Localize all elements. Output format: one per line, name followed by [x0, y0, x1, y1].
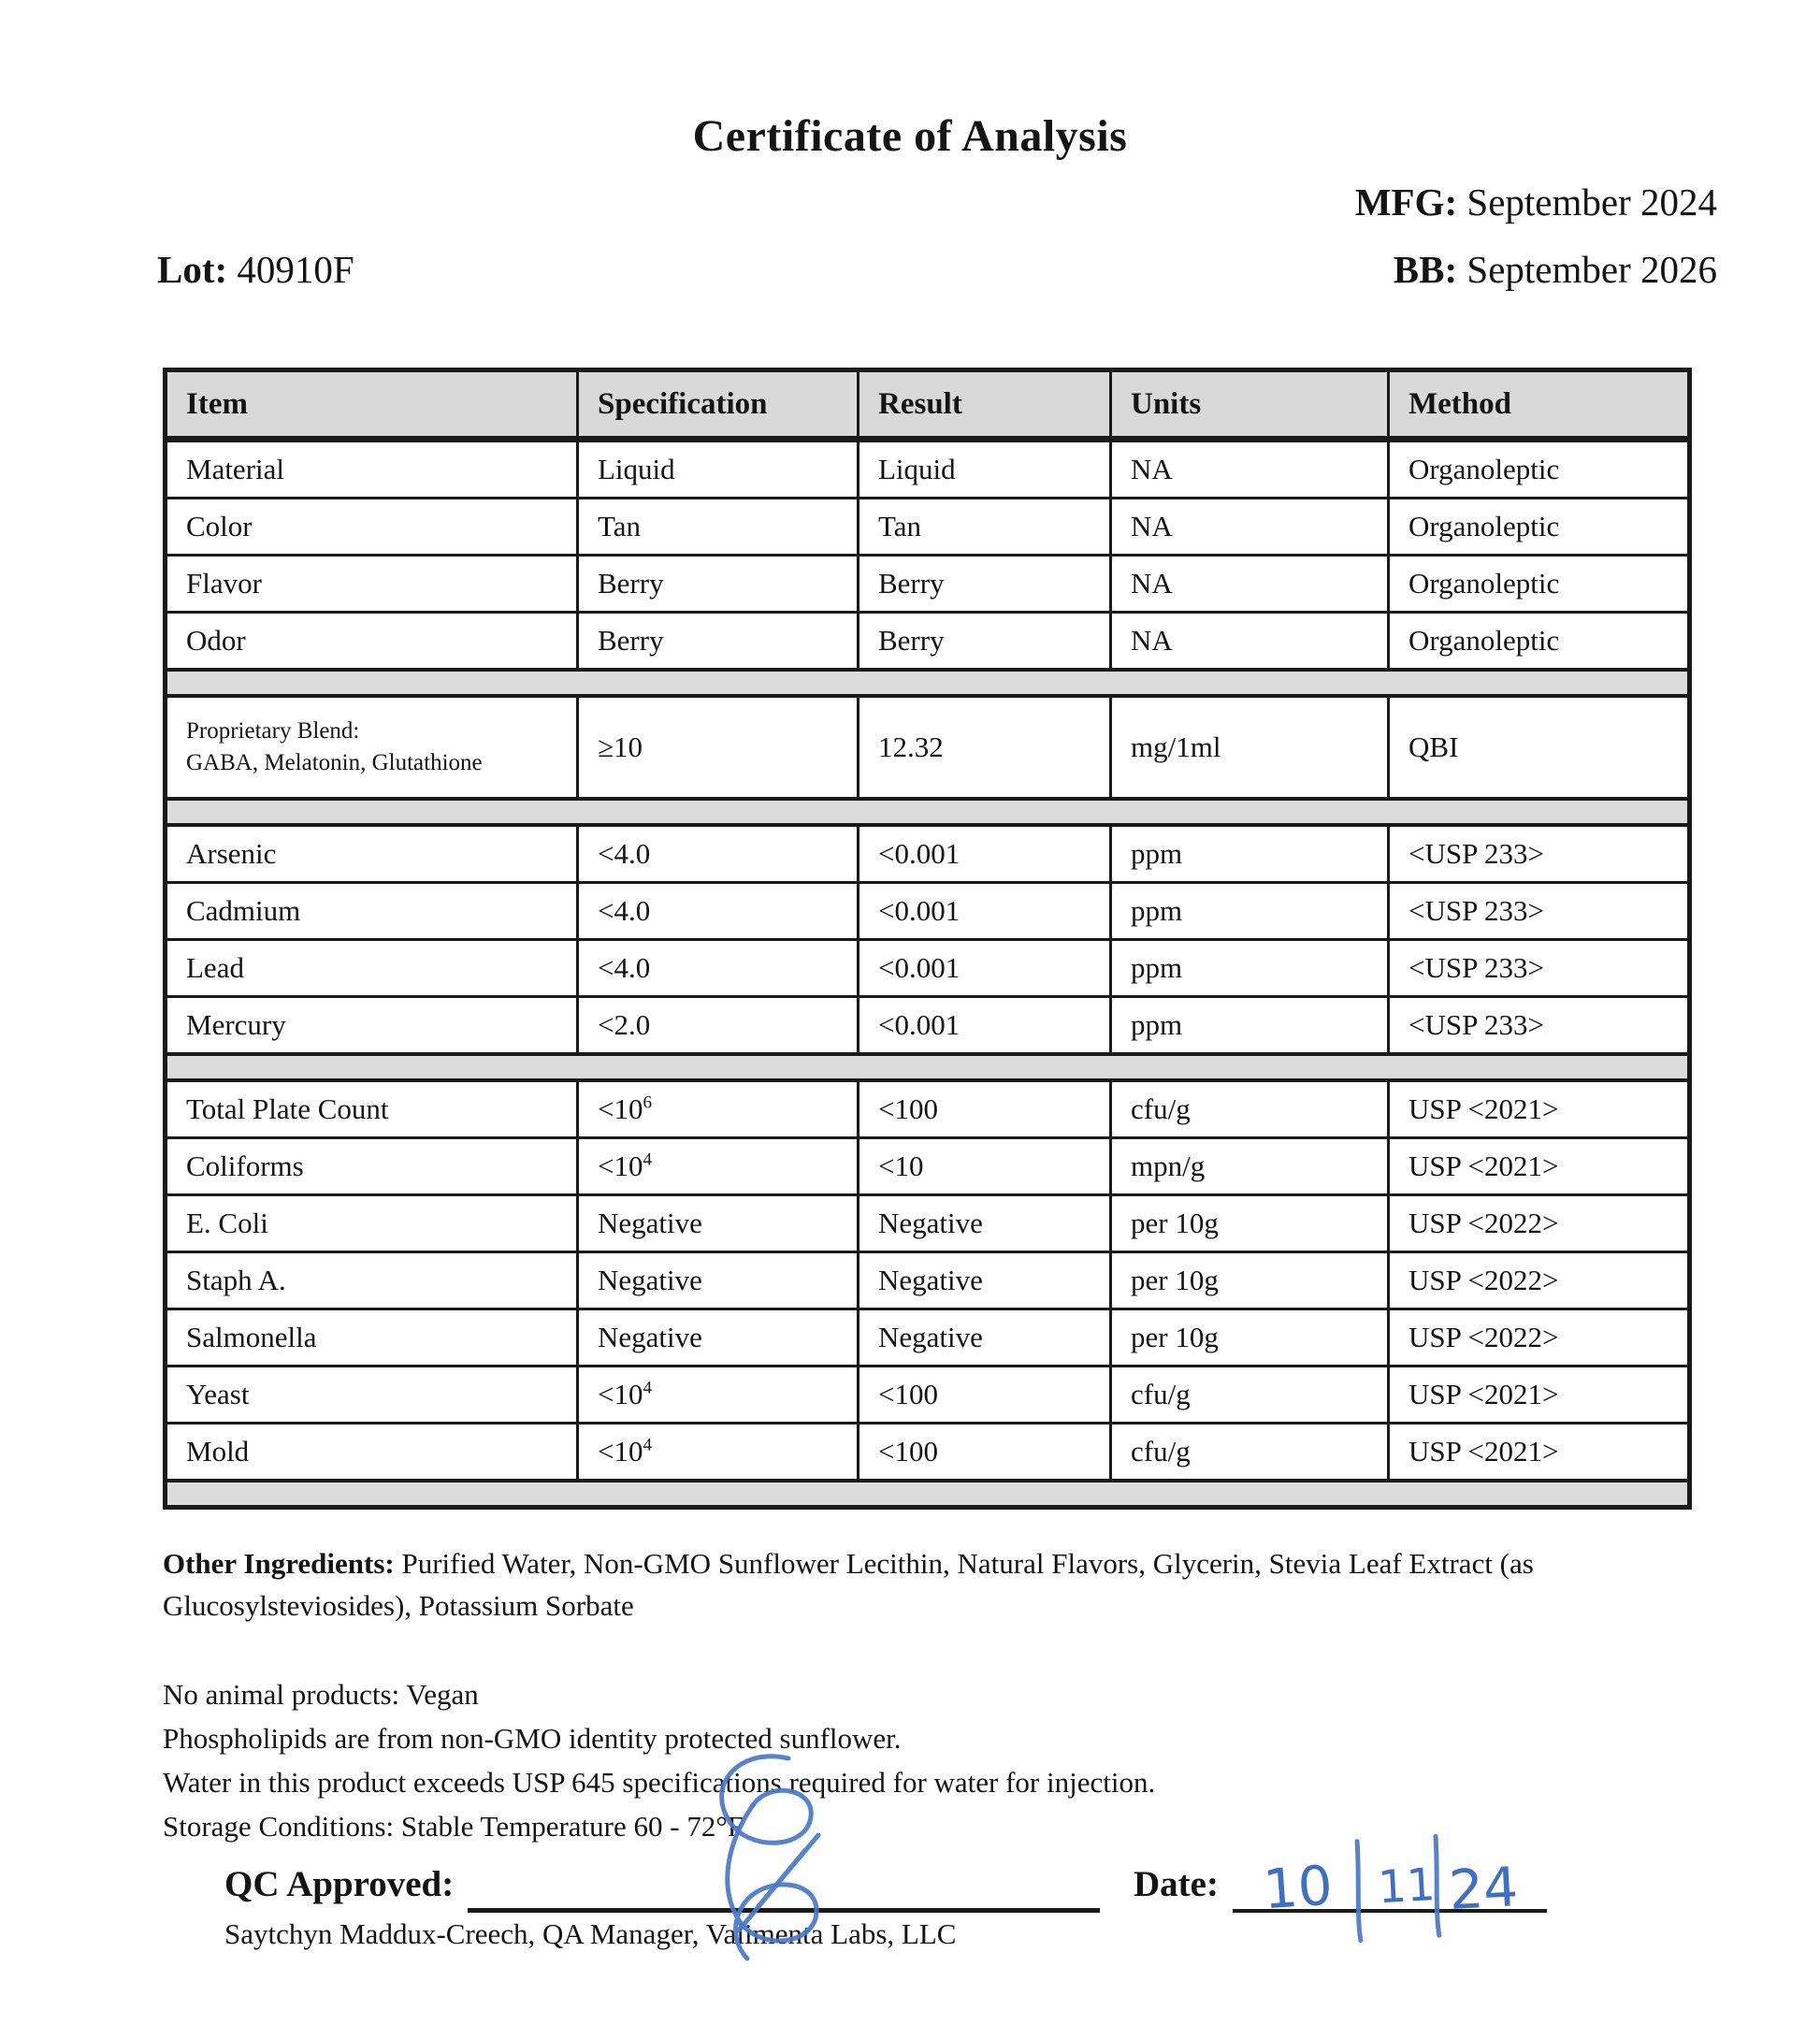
units-cell: ppm	[1111, 825, 1389, 883]
mfg-label: MFG:	[1354, 181, 1458, 224]
spec-cell: $<10^4$	[578, 1367, 859, 1424]
method-cell: <USP 233>	[1389, 883, 1690, 940]
method-cell: USP <2021>	[1389, 1367, 1690, 1424]
bb-value: September 2026	[1466, 248, 1717, 291]
item-main: Proprietary Blend:	[186, 718, 360, 745]
lot-value: 40910F	[237, 248, 354, 291]
column-header-specification: Specification	[578, 370, 859, 440]
units-cell: ppm	[1111, 997, 1389, 1055]
result-cell: <10	[859, 1138, 1111, 1195]
result-cell: 12.32	[859, 696, 1111, 799]
spec-cell: Berry	[578, 613, 859, 671]
table-row	[166, 940, 1690, 997]
separator-band	[166, 1481, 1690, 1508]
separator-row	[166, 1481, 1690, 1508]
table-row	[166, 1424, 1690, 1482]
table-row	[166, 883, 1690, 940]
table-row	[166, 696, 1690, 799]
date-handwriting	[1252, 1829, 1535, 1955]
units-cell: NA	[1111, 499, 1389, 556]
table-row	[166, 1252, 1690, 1309]
result-cell: <0.001	[859, 825, 1111, 883]
method-cell: Organoleptic	[1389, 556, 1690, 613]
signature-ink	[650, 1745, 874, 1962]
table-row	[166, 825, 1690, 883]
method-cell: USP <2021>	[1389, 1080, 1690, 1138]
date-label: Date:	[1134, 1864, 1219, 1904]
table-row	[166, 1367, 1690, 1424]
method-cell: USP <2021>	[1389, 1424, 1690, 1482]
spec-superscript: 4	[643, 1150, 653, 1170]
table-row	[166, 556, 1690, 613]
method-cell: Organoleptic	[1389, 613, 1690, 671]
lot-line	[157, 247, 354, 292]
spec-cell: Negative	[578, 1252, 859, 1309]
item-cell: Staph A.	[166, 1252, 578, 1309]
method-cell: Organoleptic	[1389, 440, 1690, 499]
note-line: Water in this product exceeds USP 645 specifications required for water for injection.	[163, 1766, 1156, 1799]
item-sub: GABA, Melatonin, Glutathione	[186, 750, 483, 775]
date-day: 11	[1376, 1858, 1437, 1915]
spec-superscript: 4	[643, 1435, 653, 1455]
table-row	[166, 1195, 1690, 1252]
item-cell: Yeast	[166, 1367, 578, 1424]
spec-cell: Negative	[578, 1195, 859, 1252]
method-cell: <USP 233>	[1389, 825, 1690, 883]
item-cell: Odor	[166, 613, 578, 671]
column-header-item: Item	[166, 370, 578, 440]
item-cell: Total Plate Count	[166, 1080, 578, 1138]
bb-line	[1394, 247, 1717, 292]
spec-cell: $<10^6$	[578, 1080, 859, 1138]
qc-approved-label: QC Approved:	[224, 1864, 455, 1904]
method-cell: QBI	[1389, 696, 1690, 799]
result-cell: Negative	[859, 1309, 1111, 1367]
units-cell: mpn/g	[1111, 1138, 1389, 1195]
spec-superscript: 4	[643, 1378, 653, 1398]
result-cell: Negative	[859, 1252, 1111, 1309]
method-cell: Organoleptic	[1389, 499, 1690, 556]
result-cell: <100	[859, 1424, 1111, 1482]
table-row	[166, 499, 1690, 556]
units-cell: per 10g	[1111, 1252, 1389, 1309]
spec-cell: Liquid	[578, 440, 859, 499]
table-header-row	[166, 370, 1690, 440]
units-cell: NA	[1111, 440, 1389, 499]
bb-label: BB:	[1393, 248, 1458, 291]
separator-row	[166, 670, 1690, 696]
method-cell: USP <2022>	[1389, 1252, 1690, 1309]
units-cell: cfu/g	[1111, 1080, 1389, 1138]
date-month: 10	[1261, 1853, 1335, 1922]
units-cell: per 10g	[1111, 1195, 1389, 1252]
method-cell: USP <2021>	[1389, 1138, 1690, 1195]
item-cell: Cadmium	[166, 883, 578, 940]
units-cell: cfu/g	[1111, 1367, 1389, 1424]
item-cell: Mold	[166, 1424, 578, 1482]
result-cell: <0.001	[859, 997, 1111, 1055]
result-cell: Liquid	[859, 440, 1111, 499]
units-cell: NA	[1111, 613, 1389, 671]
spec-cell: Berry	[578, 556, 859, 613]
spec-cell: <4.0	[578, 825, 859, 883]
separator-band	[166, 1054, 1690, 1080]
units-cell: NA	[1111, 556, 1389, 613]
result-cell: <100	[859, 1080, 1111, 1138]
separator-row	[166, 799, 1690, 825]
notes-block	[163, 1672, 1659, 1848]
item-cell: Color	[166, 499, 578, 556]
item-cell: Salmonella	[166, 1309, 578, 1367]
item-cell	[166, 696, 578, 799]
column-header-units: Units	[1111, 370, 1389, 440]
table-row	[166, 440, 1690, 499]
spec-cell: $<10^4$	[578, 1424, 859, 1482]
mfg-value: September 2024	[1466, 181, 1717, 224]
units-cell: ppm	[1111, 940, 1389, 997]
item-cell: E. Coli	[166, 1195, 578, 1252]
other-ingredients-label: Other Ingredients:	[163, 1547, 395, 1580]
method-cell: USP <2022>	[1389, 1195, 1690, 1252]
spec-cell: <4.0	[578, 940, 859, 997]
spec-cell: Tan	[578, 499, 859, 556]
units-cell: mg/1ml	[1111, 696, 1389, 799]
other-ingredients	[163, 1543, 1622, 1627]
spec-cell: Negative	[578, 1309, 859, 1367]
spec-cell: $<10^4$	[578, 1138, 859, 1195]
item-cell: Lead	[166, 940, 578, 997]
method-cell: <USP 233>	[1389, 940, 1690, 997]
other-ingredients-text: Purified Water, Non-GMO Sunflower Lecithin, Natural Flavors, Glycerin, Stevia Leaf Extract (as Glucosylsteviosides), Potassium Sorbate	[163, 1547, 1534, 1622]
note-line: Phospholipids are from non-GMO identity protected sunflower.	[163, 1722, 902, 1755]
approver-credit: Saytchyn Maddux-Creech, QA Manager, Valimenta Labs, LLC	[224, 1917, 957, 1950]
item-cell: Arsenic	[166, 825, 578, 883]
note-line: No animal products: Vegan	[163, 1678, 479, 1711]
units-cell: cfu/g	[1111, 1424, 1389, 1482]
table-row	[166, 1309, 1690, 1367]
page-title: Certificate of Analysis	[692, 111, 1128, 161]
item-cell: Mercury	[166, 997, 578, 1055]
lot-label: Lot:	[157, 248, 228, 291]
method-cell: <USP 233>	[1389, 997, 1690, 1055]
spec-cell: ≥10	[578, 696, 859, 799]
separator-band	[166, 670, 1690, 696]
table-row	[166, 997, 1690, 1055]
table-row	[166, 1080, 1690, 1138]
result-cell: Negative	[859, 1195, 1111, 1252]
table-row	[166, 1138, 1690, 1195]
spec-superscript: 6	[643, 1092, 653, 1113]
separator-row	[166, 1054, 1690, 1080]
note-line: Storage Conditions: Stable Temperature 60 - 72°F	[163, 1810, 744, 1843]
column-header-result: Result	[859, 370, 1111, 440]
units-cell: per 10g	[1111, 1309, 1389, 1367]
method-cell: USP <2022>	[1389, 1309, 1690, 1367]
separator-band	[166, 799, 1690, 825]
mfg-line	[1355, 180, 1717, 224]
spec-cell: <2.0	[578, 997, 859, 1055]
date-year: 24	[1447, 1855, 1520, 1922]
units-cell: ppm	[1111, 883, 1389, 940]
column-header-method: Method	[1389, 370, 1690, 440]
item-cell: Flavor	[166, 556, 578, 613]
item-cell: Coliforms	[166, 1138, 578, 1195]
result-cell: <0.001	[859, 883, 1111, 940]
result-cell: Tan	[859, 499, 1111, 556]
table-row	[166, 613, 1690, 671]
result-cell: <100	[859, 1367, 1111, 1424]
result-cell: Berry	[859, 613, 1111, 671]
item-cell: Material	[166, 440, 578, 499]
result-cell: <0.001	[859, 940, 1111, 997]
spec-cell: <4.0	[578, 883, 859, 940]
result-cell: Berry	[859, 556, 1111, 613]
coa-table	[163, 368, 1692, 1510]
